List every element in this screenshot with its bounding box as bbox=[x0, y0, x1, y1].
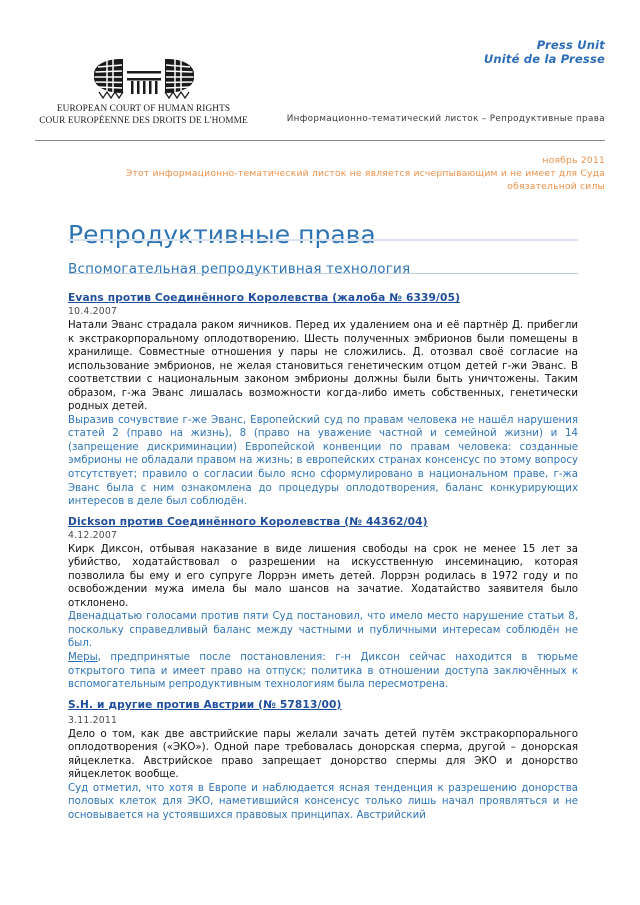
section-title: Вспомогательная репродуктивная технология bbox=[68, 261, 411, 278]
case-measures bbox=[68, 651, 578, 692]
measures-text: , предпринятые после постановления: г-н Диксон сейчас находится в тюрьме открытого типа и имеет право на отпуск; политика в отношении доступа заключённых к вспомогательным репродуктивным технологиям была пересмотрена. bbox=[68, 652, 578, 691]
echr-building-icon bbox=[79, 56, 209, 104]
title-divider bbox=[68, 239, 578, 241]
disclaimer-block bbox=[60, 154, 605, 193]
case-entry bbox=[68, 291, 578, 509]
case-ruling: Выразив сочувствие г-же Эванс, Европейский суд по правам человека не нашёл нарушения статей 2 (право на жизнь), 8 (право на уважение частной и семейной жизни) и 14 (запрещение дискриминации) Европейской конвенции по правам человека: созданные эмбрионы не обладали правом на жизнь; в европейских странах консенсус по этому вопросу отсутствует; правило о согласии было ясно сформулировано в национальном праве, г-жа Эванс была с ним ознакомлена до процедуры оплодотворения, баланс конкурирующих интересов в деле был соблюдён. bbox=[68, 414, 578, 508]
press-unit-fr: Unité de la Presse bbox=[483, 52, 605, 66]
case-ruling: Суд отметил, что хотя в Европе и наблюдается ясная тенденция к разрешению донорства половых клеток для ЭКО, наметившийся консенсус только лишь начал проявляться и не основывается на устоявшихся правовых принципах. Австрийский bbox=[68, 782, 578, 821]
case-facts: Кирк Диксон, отбывая наказание в виде лишения свободы на срок не менее 15 лет за убийство, ходатайствовал о разрешении на искусственную инсеминацию, которая позволила бы ему и его супруге Лоррэн иметь детей. Лоррэн родилась в 1972 году и по освобождении мужа имела бы мало шансов на зачатие. Ходатайство заявителя было отклонено. bbox=[68, 543, 578, 609]
issue-month: ноябрь 2011 bbox=[542, 155, 605, 166]
case-date: 4.12.2007 bbox=[68, 529, 118, 541]
logo-text-en: EUROPEAN COURT OF HUMAN RIGHTS bbox=[56, 104, 231, 114]
page-title: Репродуктивные права bbox=[68, 219, 376, 249]
case-heading-link[interactable]: Evans против Соединённого Королевства (жалоба № 6339/05) bbox=[68, 292, 461, 304]
document-subject: Информационно-тематический листок – Репродуктивные права bbox=[286, 114, 605, 124]
case-heading-link[interactable]: Dickson против Соединённого Королевства (№ 44362/04) bbox=[68, 515, 428, 528]
case-date: 3.11.2011 bbox=[68, 714, 118, 726]
case-facts: Дело о том, как две австрийские пары желали зачать детей путём экстракорпорального оплодотворения («ЭКО»). Одной паре требовалась донорская сперма, другой – донорская яйцеклетка. Австрийское право запрещает донорство спермы для ЭКО и донорство яйцеклеток вообще. bbox=[68, 728, 578, 781]
section-divider bbox=[68, 273, 578, 274]
measures-lead-link[interactable]: Меры bbox=[68, 652, 98, 664]
case-entry bbox=[68, 515, 578, 692]
case-ruling: Двенадцатью голосами против пяти Суд постановил, что имело место нарушение статьи 8, поскольку справедливый баланс между частными и публичными интересам соблюдён не был. bbox=[68, 611, 578, 650]
disclaimer-note: Этот информационно-тематический листок не является исчерпывающим и не имеет для Суда обязательной силы bbox=[125, 168, 605, 192]
header-divider bbox=[35, 140, 605, 141]
echr-logo bbox=[36, 56, 251, 127]
case-list bbox=[68, 291, 578, 823]
case-facts: Натали Эванс страдала раком яичников. Перед их удалением она и её партнёр Д. прибегли к экстракорпоральному оплодотворению. Шесть полученных эмбрионов были помещены в хранилище. Совместные отношения у пары не сложились. Д. отозвал своё согласие на использование эмбрионов, не желая становиться генетическим отцом детей г-жи Эванс. В соответствии с национальным законом эмбрионы должны были быть уничтожены. Таким образом, г-жа Эванс лишалась возможности когда-либо иметь собственных, генетически родных детей. bbox=[68, 320, 578, 413]
case-heading-link[interactable]: S.H. и другие против Австрии (№ 57813/00) bbox=[68, 698, 342, 711]
press-unit-en: Press Unit bbox=[536, 38, 605, 52]
logo-text-fr: COUR EUROPÉENNE DES DROITS DE L'HOMME bbox=[39, 115, 248, 126]
case-date: 10.4.2007 bbox=[68, 306, 118, 317]
case-entry bbox=[68, 698, 578, 823]
press-unit-block bbox=[484, 38, 605, 66]
